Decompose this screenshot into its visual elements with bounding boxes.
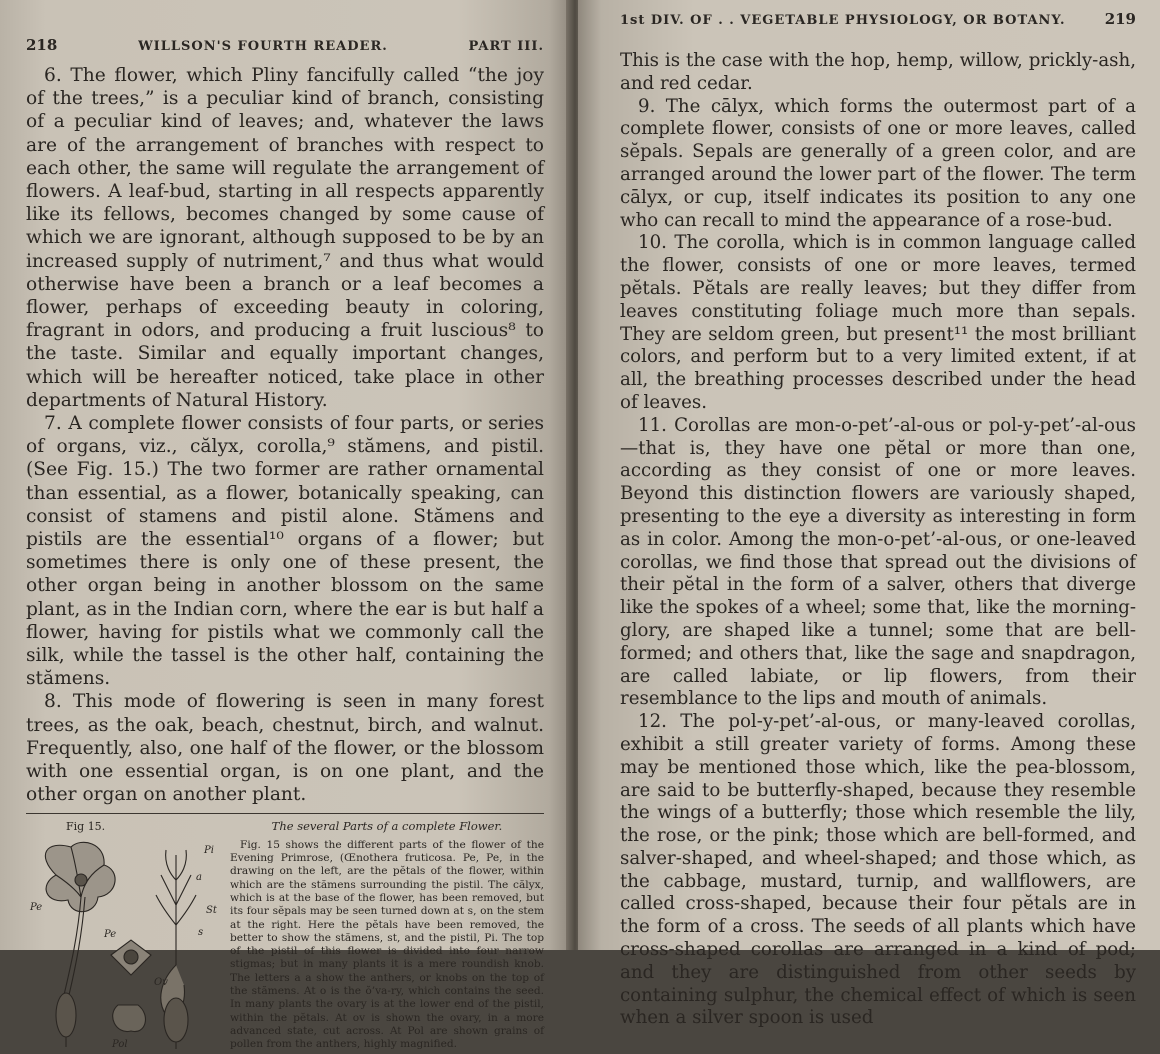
figure-divider — [26, 813, 544, 814]
figure-illustration — [26, 820, 224, 1054]
paragraph-10: 10. The corolla, which is in common language called the flower, consists of one or more leaves, termed pĕtals. Pĕtals are really leaves; but they differ from leaves constituting foliage much more than sepals. They are seldom green, but present¹¹ the most brilliant colors, and perform but to a very limited extent, if at all, the breathing processes described under the head of leaves. — [620, 232, 1136, 413]
figure-title: The several Parts of a complete Flower. — [271, 818, 503, 833]
paragraph-8: 8. This mode of flowering is seen in many forest trees, as the oak, beach, chestnut, birch, and walnut. Frequently, also, one half of the flower, or the blossom with one essential organ, is on one plant, and the other organ on another plant. — [26, 691, 544, 806]
paragraph-8-continued: This is the case with the hop, hemp, willow, prickly-ash, and red cedar. — [620, 50, 1136, 94]
paragraph-7: 7. A complete flower consists of four parts, or series of organs, viz., călyx, corolla,⁹ stămens, and pistil. (See Fig. 15.) The two former are rather ornamental than essential, as a flower, botanically speaking, can consist of stamens and pistil alone. Stămens and pistils are the essential¹⁰ organs of a flower; but sometimes there is only one of these present, the other organ being in another blossom on the same plant, as in the Indian corn, where the ear is but half a flower, having for pistils what we commonly call the silk, while the tassel is the other half, containing the stămens. — [26, 413, 544, 690]
primrose-drawing — [26, 835, 224, 1050]
left-page — [0, 0, 572, 1051]
left-page-number: 218 — [26, 36, 58, 54]
right-page-number: 219 — [1104, 10, 1136, 28]
paragraph-6: 6. The flower, which Pliny fancifully called “the joy of the trees,” is a peculiar kind of branch, consisting of a peculiar kind of leaves; and, whatever the laws are of the arrangement of branches with respect to each other, the same will regulate the arrangement of flowers. A leaf-bud, starting in all respects apparently like its fellows, becomes changed by some cause of which we are ignorant, although supposed to be by an increased supply of nutriment,⁷ and thus what would otherwise have been a branch or a leaf becomes a flower, perhaps of exceeding beauty in coloring, fragrant in odors, and producing a fruit luscious⁸ to the taste. Similar and equally important changes, which will be hereafter noticed, take place in other departments of Natural History. — [26, 65, 544, 411]
left-running-head — [26, 10, 544, 58]
mark-pe-1: Pe — [30, 901, 43, 913]
paragraph-9: 9. The cālyx, which forms the outermost part of a complete flower, consists of one or more leaves, called sĕpals. Sepals are generally of a green color, and are arranged around the lower part of the flower. The term cālyx, or cup, itself indicates its position to any one who can recall to mind the appearance of a rose-bud. — [620, 95, 1136, 231]
left-body-text — [26, 64, 544, 807]
figure-text — [230, 820, 544, 1054]
paragraph-12: 12. The pol-y-pet’-al-ous, or many-leaved corollas, exhibit a still greater variety of forms. Among these may be mentioned those which, like the pea-blossom, are said to be butterfly-shaped, because they resemble the wings of a butterfly; those which resemble the lily, the rose, or the pink; those which are bell-formed, and salver-shaped, and wheel-shaped; and those which, as the cabbage, mustard, turnip, and wallflowers, are called cross-shaped, because their four pĕtals are in the form of a cross. The seeds of all plants which have cross-shaped corollas are arranged in a kind of pod; and they are distinguished from other seeds by containing sulphur, the chemical effect of which is seen when a silver spoon is used — [620, 711, 1136, 1029]
mark-pol: Pol — [112, 1038, 128, 1050]
right-header-title: 1st DIV. OF . . VEGETABLE PHYSIOLOGY, OR BOTANY. — [620, 13, 1066, 28]
right-body-text — [620, 50, 1136, 1030]
figure-label: Fig 15. — [66, 819, 106, 833]
left-header-title: WILLSON'S FOURTH READER. — [138, 39, 388, 54]
mark-s: s — [198, 926, 204, 938]
paragraph-11: 11. Corollas are mon-o-pet’-al-ous or pol-y-pet’-al-ous—that is, they have one pĕtal or more than one, according as they consist of one or more leaves. Beyond this distinction flowers are variously shaped, presenting to the eye a diversity as interesting in form as in color. Among the mon-o-pet’-al-ous, or one-leaved corollas, we find those that spread out the divisions of their pĕtal in the form of a salver, others that diverge like the spokes of a wheel; some that, like the morning-glory, are shaped like a tunnel; some that are bell-formed; and others that, like the sage and snapdragon, are called labiate, or lip flowers, from their resemblance to the lips and mouth of animals. — [620, 414, 1136, 710]
left-header-part: PART III. — [468, 39, 544, 54]
figure-15 — [26, 820, 544, 1054]
right-page — [578, 0, 1160, 1029]
right-running-head — [620, 10, 1136, 44]
figure-caption: Fig. 15 shows the different parts of the flower of the Evening Primrose, (Œnothera fruticosa. Pe, Pe, in the drawing on the left, are the pĕtals of the flower, within which are the stămens surrounding the pistil. The călyx, which is at the base of the flower, has been removed, but its four sĕpals may be seen turned down at s, on the stem at the right. Here the pĕtals have been removed, the better to show the stămens, st, and the pistil, Pi. The top of the pistil of this flower is divided into four narrow stigmas; but in many plants it is a mere roundish knob. The letters a a show the anthers, or knobs on the top of the stămens. At o is the ŏ’va-ry, which contains the seed. In many plants the ovary is at the lower end of the pistil, within the pĕtals. At ov is shown the ovary, in a more advanced state, cut across. At Pol are shown grains of pollen from the anthers, highly magnified. — [230, 838, 544, 1051]
mark-a: a — [196, 871, 202, 883]
mark-pi: Pi — [204, 844, 214, 856]
mark-pe-2: Pe — [104, 928, 117, 940]
mark-st: St — [206, 904, 217, 916]
mark-ov: Ov — [154, 976, 168, 988]
